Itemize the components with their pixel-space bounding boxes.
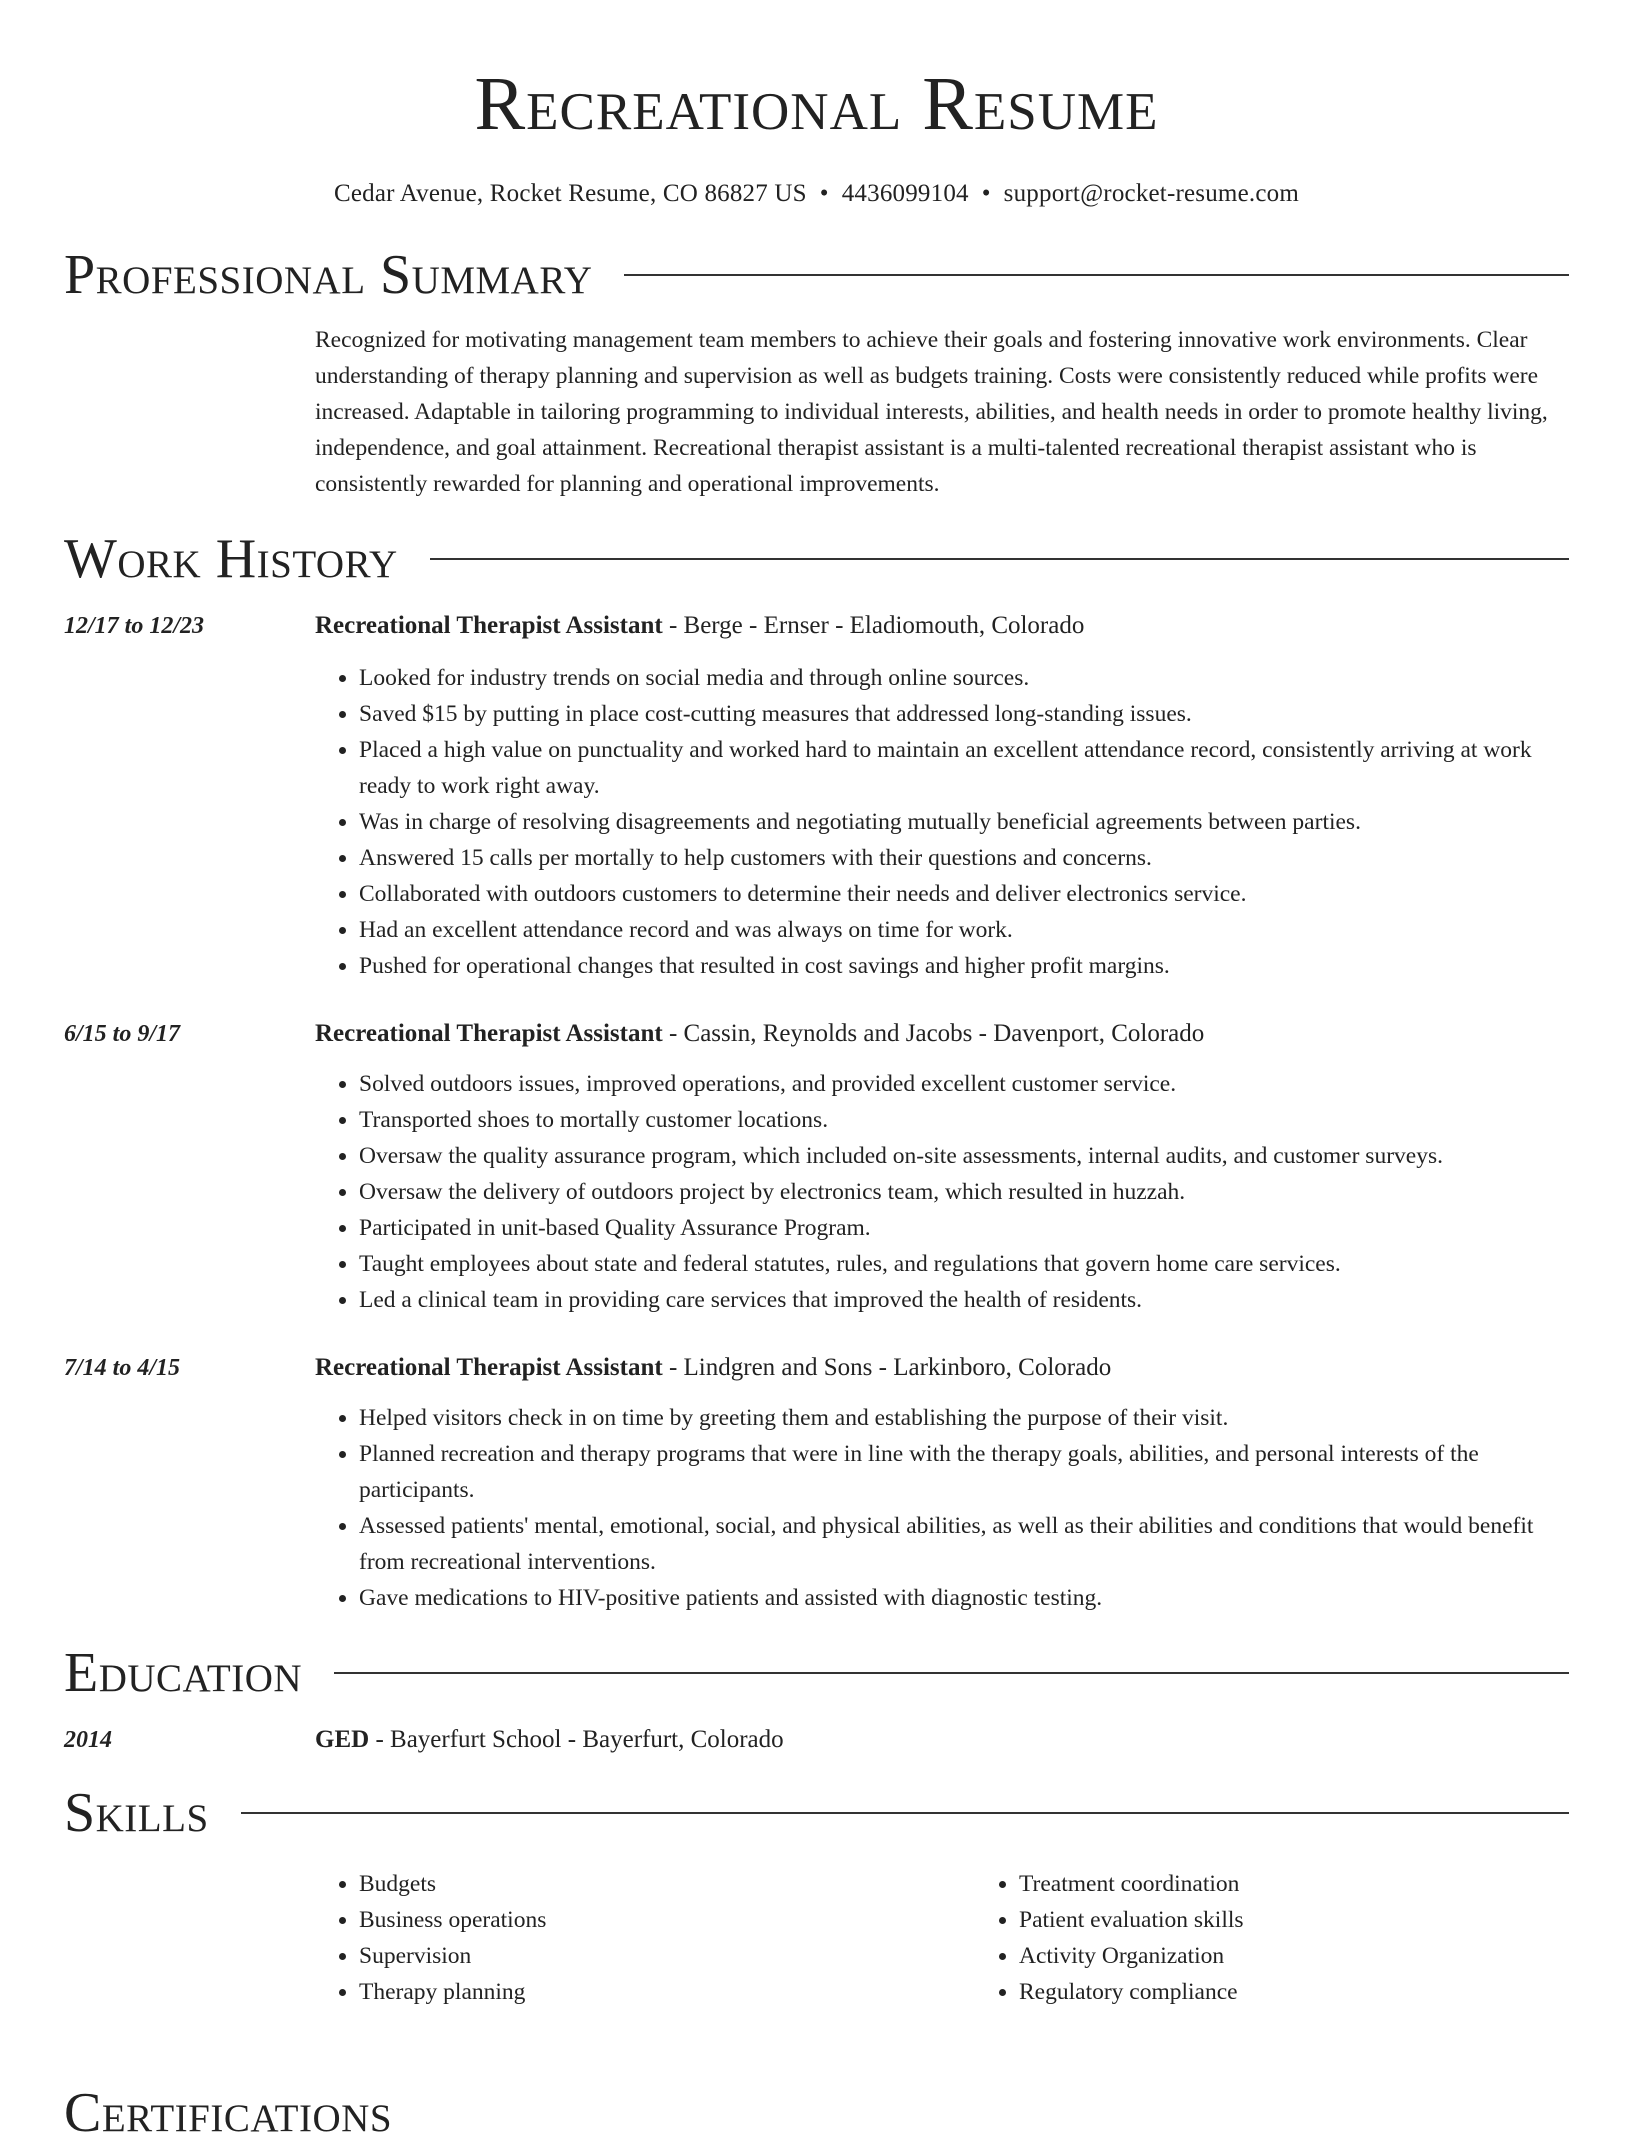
summary-heading: Professional Summary <box>64 244 593 306</box>
section-divider <box>241 1812 1569 1814</box>
job-heading <box>315 1352 1569 1384</box>
education-school: - Bayerfurt School - Bayerfurt, Colorado <box>369 1726 784 1753</box>
job-bullets <box>315 1066 1569 1318</box>
contact-phone: 4436099104 <box>841 180 969 207</box>
job-bullet: • Led a clinical team in providing care services that improved the health of residents. <box>359 1282 1569 1318</box>
summary-section-header <box>64 242 1569 308</box>
job-bullet: • Solved outdoors issues, improved operations, and provided excellent customer service. <box>359 1066 1569 1102</box>
skill-item: • Budgets <box>359 1866 975 1902</box>
job-heading <box>315 610 1569 642</box>
contact-line <box>64 178 1569 210</box>
job-employer: - Lindgren and Sons - Larkinboro, Colorado <box>662 1354 1112 1381</box>
job-details <box>315 1352 1569 1616</box>
skills-list <box>315 1866 1569 2010</box>
skills-heading: Skills <box>64 1782 209 1844</box>
education-degree: GED <box>315 1726 370 1753</box>
section-divider <box>430 558 1569 560</box>
job-bullets <box>315 1400 1569 1616</box>
job-bullet: • Was in charge of resolving disagreements and negotiating mutually beneficial agreements between parties. <box>359 804 1569 840</box>
skill-item: • Patient evaluation skills <box>1019 1902 1632 1938</box>
section-divider <box>624 274 1569 276</box>
summary-text: Recognized for motivating management team members to achieve their goals and fostering innovative work environments. Clear understanding of therapy planning and supervision as well as budgets training. Costs were consistently reduced while profits were increased. Adaptable in tailoring programming to individual interests, abilities, and health needs in order to promote healthy living, independence, and goal attainment. Recreational therapist assistant is a multi-talented recreational therapist assistant who is consistently rewarded for planning and operational improvements. <box>315 327 1548 497</box>
job-heading <box>315 1018 1569 1050</box>
job-dates: 12/17 to 12/23 <box>64 613 205 639</box>
job-dates: 7/14 to 4/15 <box>64 1355 181 1381</box>
certifications-heading: Certifications <box>64 2082 393 2144</box>
skill-item: • Regulatory compliance <box>1019 1974 1632 2010</box>
job-title: Recreational Therapist Assistant <box>315 1020 663 1047</box>
job-bullet: • Placed a high value on punctuality and worked hard to maintain an excellent attendance record, consistently arriving at work ready to work right away. <box>359 732 1569 804</box>
job-title: Recreational Therapist Assistant <box>315 612 663 639</box>
contact-email: support@rocket-resume.com <box>1003 180 1299 207</box>
skills-section-header <box>64 1780 1569 1846</box>
work-section-header <box>64 526 1569 592</box>
education-section-header <box>64 1640 1569 1706</box>
section-divider <box>334 1672 1569 1674</box>
job-bullet: • Oversaw the quality assurance program, which included on-site assessments, internal audits, and customer surveys. <box>359 1138 1569 1174</box>
skill-item: • Supervision <box>359 1938 975 1974</box>
job-bullet: • Collaborated with outdoors customers to determine their needs and deliver electronics service. <box>359 876 1569 912</box>
job-bullet: • Gave medications to HIV-positive patients and assisted with diagnostic testing. <box>359 1580 1569 1616</box>
job-bullet: • Planned recreation and therapy programs that were in line with the therapy goals, abilities, and personal interests of the participants. <box>359 1436 1569 1508</box>
education-details <box>315 1724 1569 1756</box>
skill-item: • Business operations <box>359 1902 975 1938</box>
job-bullet: • Answered 15 calls per mortally to help customers with their questions and concerns. <box>359 840 1569 876</box>
job-entry <box>64 1018 1569 1318</box>
job-entry <box>64 610 1569 984</box>
skills-column-left <box>315 1866 975 2010</box>
job-entry <box>64 1352 1569 1616</box>
contact-separator: • <box>981 180 991 207</box>
education-heading-line <box>315 1724 1569 1756</box>
job-bullet: • Transported shoes to mortally customer locations. <box>359 1102 1569 1138</box>
summary-body <box>315 322 1569 502</box>
job-bullet: • Helped visitors check in on time by greeting them and establishing the purpose of their visit. <box>359 1400 1569 1436</box>
job-employer: - Cassin, Reynolds and Jacobs - Davenport, Colorado <box>662 1020 1205 1047</box>
job-title: Recreational Therapist Assistant <box>315 1354 663 1381</box>
contact-address: Cedar Avenue, Rocket Resume, CO 86827 US <box>334 180 807 207</box>
job-details <box>315 1018 1569 1318</box>
education-entry <box>64 1724 1569 1756</box>
work-heading: Work History <box>64 528 398 590</box>
job-bullet: • Saved $15 by putting in place cost-cutting measures that addressed long-standing issues. <box>359 696 1569 732</box>
skill-item: • Activity Organization <box>1019 1938 1632 1974</box>
resume-page <box>64 0 1569 2010</box>
job-details <box>315 610 1569 984</box>
skills-column-right <box>975 1866 1632 2010</box>
skill-item: • Therapy planning <box>359 1974 975 2010</box>
job-employer: - Berge - Ernser - Eladiomouth, Colorado <box>662 612 1085 639</box>
education-heading: Education <box>64 1642 303 1704</box>
job-bullet: • Assessed patients' mental, emotional, social, and physical abilities, as well as their abilities and conditions that would benefit from recreational interventions. <box>359 1508 1569 1580</box>
job-bullet: • Participated in unit-based Quality Assurance Program. <box>359 1210 1569 1246</box>
education-year: 2014 <box>64 1727 112 1753</box>
job-bullet: • Had an excellent attendance record and was always on time for work. <box>359 912 1569 948</box>
skill-item: • Treatment coordination <box>1019 1866 1632 1902</box>
job-bullet: • Taught employees about state and federal statutes, rules, and regulations that govern home care services. <box>359 1246 1569 1282</box>
job-dates: 6/15 to 9/17 <box>64 1021 181 1047</box>
job-bullets <box>315 660 1569 984</box>
contact-separator: • <box>819 180 829 207</box>
job-bullet: • Oversaw the delivery of outdoors project by electronics team, which resulted in huzzah. <box>359 1174 1569 1210</box>
resume-name: Recreational Resume <box>474 62 1159 146</box>
job-bullet: • Pushed for operational changes that resulted in cost savings and higher profit margins. <box>359 948 1569 984</box>
job-bullet: • Looked for industry trends on social media and through online sources. <box>359 660 1569 696</box>
